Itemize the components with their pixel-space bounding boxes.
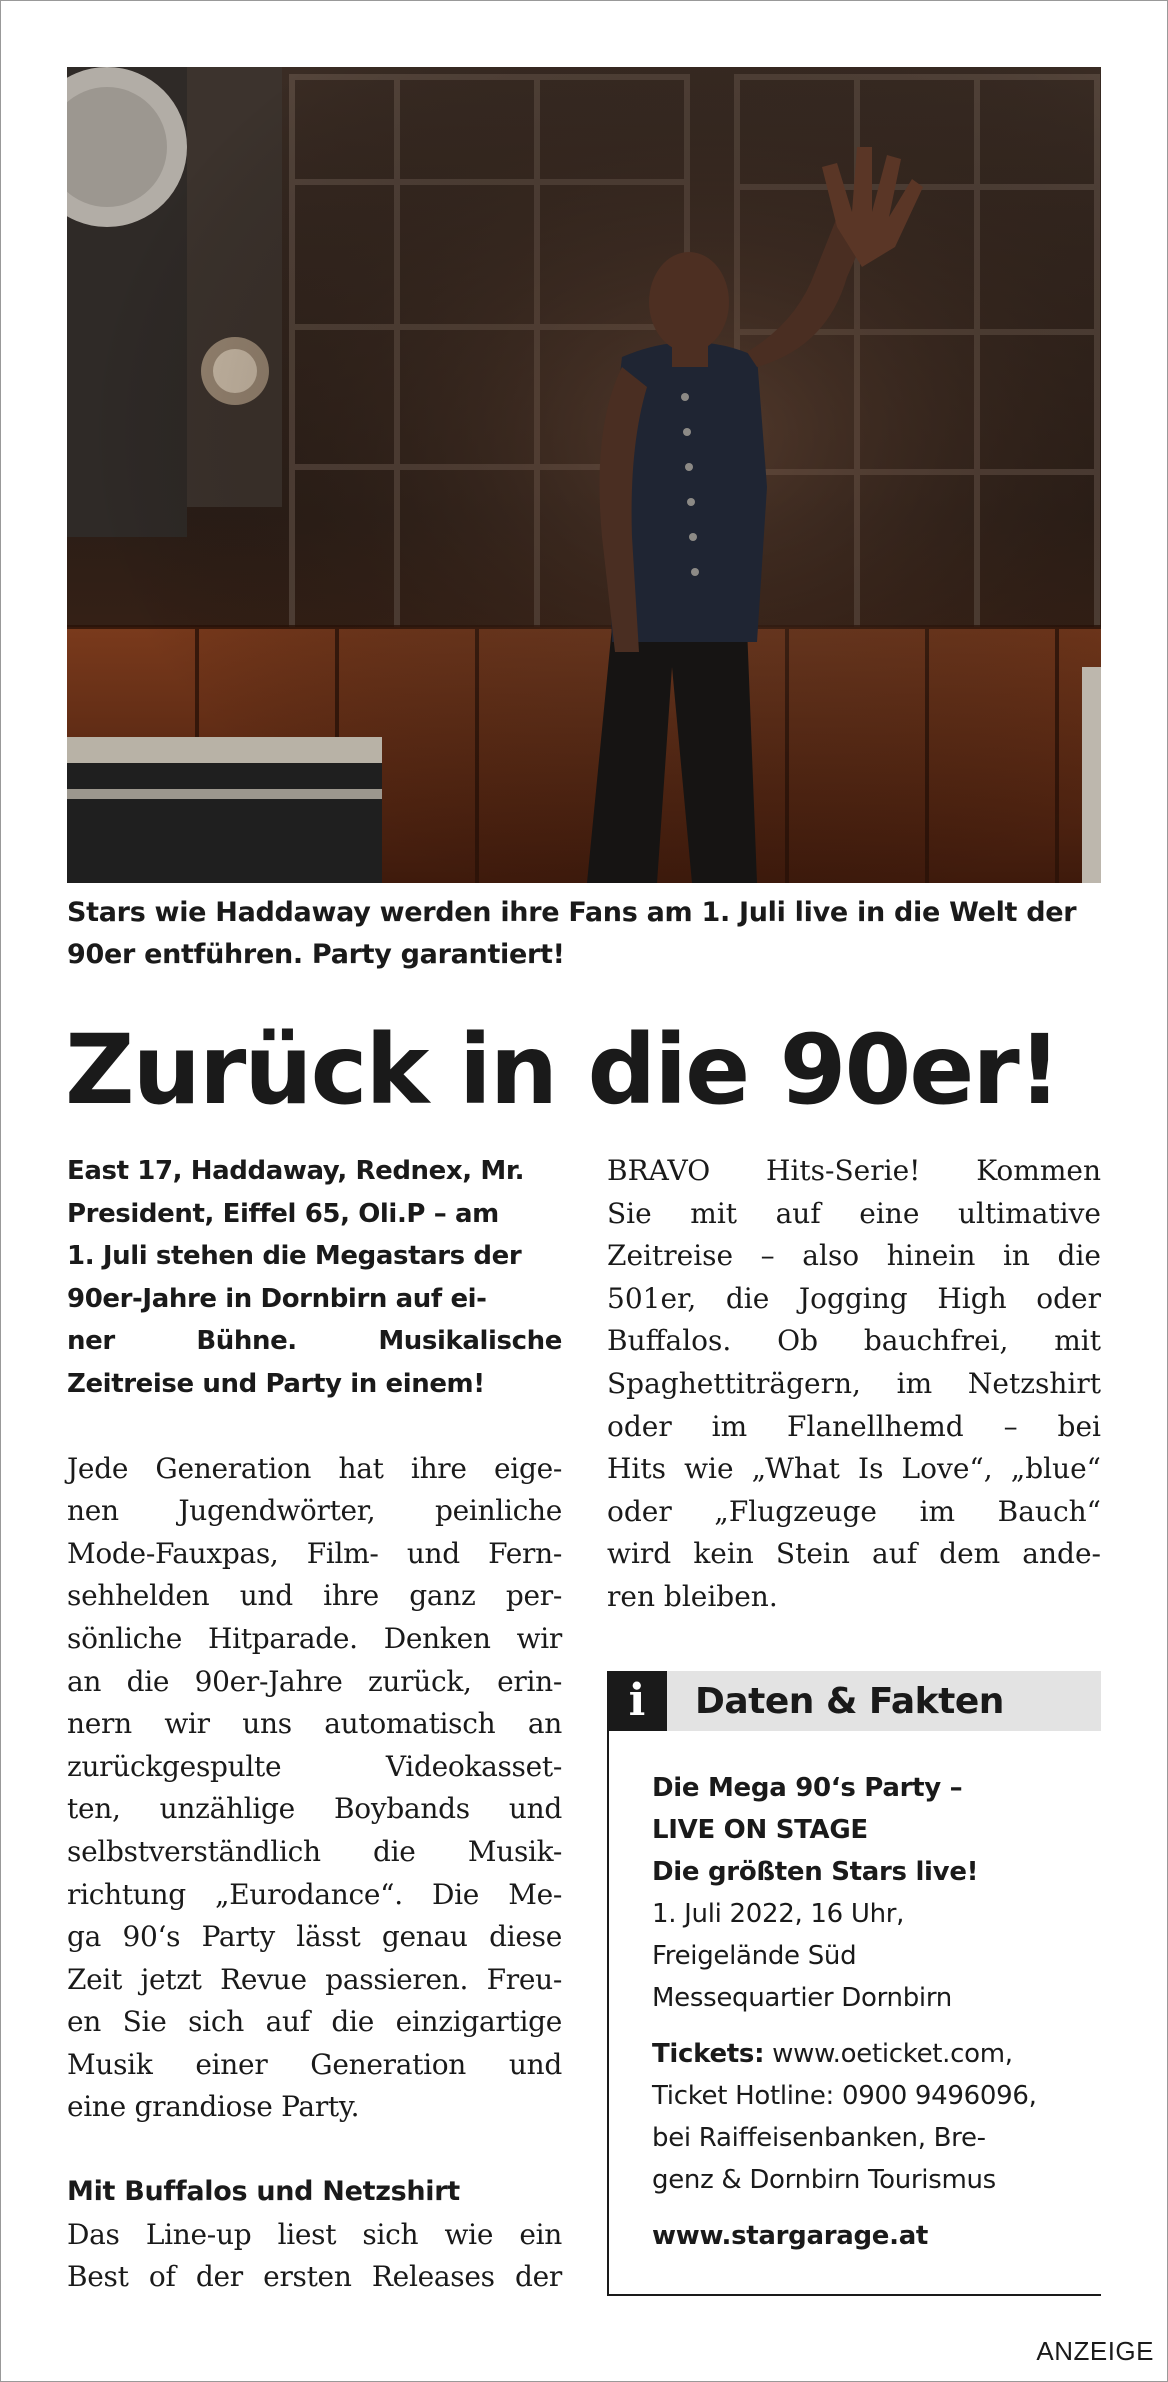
body-line: Jede Generation hat ihre eige-	[67, 1451, 562, 1485]
event-detail-line: Freigelände Süd	[652, 1941, 857, 1971]
body-line: Hits wie „What Is Love“, „blue“	[607, 1452, 1101, 1486]
tickets-url[interactable]: www.oeticket.com,	[764, 2039, 1013, 2069]
facts-header	[607, 1671, 1101, 1731]
lead-line: President, Eiffel 65, Oli.P – am	[67, 1198, 499, 1229]
body-line: selbstverständlich die Musik-	[67, 1834, 562, 1868]
body-line: wird kein Stein auf dem ande-	[607, 1537, 1101, 1571]
body-line: Mode-Fauxpas, Film- und Fern-	[67, 1536, 562, 1570]
facts-border	[607, 1731, 609, 2296]
body-line: Das Line-up liest sich wie ein	[67, 2217, 562, 2251]
body-line: ren bleiben.	[607, 1579, 778, 1613]
hero-photo	[67, 67, 1101, 883]
event-detail-line: Messequartier Dornbirn	[652, 1983, 952, 2013]
body-line: Zeit jetzt Revue passieren. Freu-	[67, 1962, 562, 1996]
tickets-label: Tickets:	[652, 2039, 765, 2069]
body-line: 501er, die Jogging High oder	[607, 1281, 1101, 1315]
subheading: Mit Buffalos und Netzshirt	[67, 2176, 460, 2208]
body-line: Spaghettiträgern, im Netzshirt	[607, 1366, 1101, 1400]
body-line: zurückgespulte Videokasset-	[67, 1749, 562, 1783]
event-name-line: Die größten Stars live!	[652, 1857, 979, 1887]
stage-photo-illustration	[67, 67, 1101, 883]
website-link[interactable]: www.stargarage.at	[652, 2221, 929, 2251]
body-line: nen Jugendwörter, peinliche	[67, 1494, 562, 1528]
photo-caption: Stars wie Haddaway werden ihre Fans am 1. Juli live in die Welt der 90er entführen. Party garantiert!	[67, 897, 1077, 970]
event-name-line: Die Mega 90‘s Party –	[652, 1773, 963, 1803]
body-paragraph-2	[67, 2214, 562, 2299]
facts-body	[652, 1767, 1092, 2257]
body-paragraph	[67, 1448, 562, 2130]
article-left-column	[67, 1150, 562, 2299]
lead-line: Zeitreise und Party in einem!	[67, 1368, 485, 1399]
ad-label: ANZEIGE	[1036, 2336, 1154, 2366]
event-name-line: LIVE ON STAGE	[652, 1815, 868, 1845]
body-line: sönliche Hitparade. Denken wir	[67, 1621, 562, 1655]
facts-border	[607, 2294, 1101, 2296]
facts-title: Daten & Fakten	[695, 1681, 1004, 1722]
body-line: ten, unzählige Boybands und	[67, 1792, 562, 1826]
facts-box	[607, 1671, 1101, 2296]
body-line: Zeitreise – also hinein in die	[607, 1239, 1101, 1273]
body-line: ga 90‘s Party lässt genau diese	[67, 1920, 562, 1954]
info-icon: i	[607, 1671, 667, 1731]
body-line: richtung „Eurodance“. Die Me-	[67, 1877, 562, 1911]
body-line: Best of der ersten Releases der	[67, 2260, 562, 2294]
article-right-column	[607, 1150, 1101, 1619]
headline: Zurück in die 90er!	[65, 1014, 1060, 1126]
lead-paragraph	[67, 1150, 562, 1406]
body-line: an die 90er-Jahre zurück, erin-	[67, 1664, 562, 1698]
body-line: oder „Flugzeuge im Bauch“	[607, 1494, 1101, 1528]
body-line: oder im Flanellhemd – bei	[607, 1409, 1101, 1443]
tickets-line	[652, 2033, 1092, 2075]
body-line: Musik einer Generation und	[67, 2047, 562, 2081]
tickets-line: genz & Dornbirn Tourismus	[652, 2165, 996, 2195]
body-line: sehhelden und ihre ganz per-	[67, 1579, 562, 1613]
body-line: Buffalos. Ob bauchfrei, mit	[607, 1324, 1101, 1358]
body-line: BRAVO Hits-Serie! Kommen	[607, 1154, 1101, 1187]
lead-line: 1. Juli stehen die Megastars der	[67, 1241, 522, 1272]
lead-line: ner Bühne. Musikalische	[67, 1326, 562, 1357]
lead-line: East 17, Haddaway, Rednex, Mr.	[67, 1156, 525, 1186]
lead-line: 90er-Jahre in Dornbirn auf ei-	[67, 1283, 487, 1314]
tickets-line: Ticket Hotline: 0900 9496096,	[652, 2081, 1037, 2111]
body-line: nern wir uns automatisch an	[67, 1707, 562, 1741]
body-line: eine grandiose Party.	[67, 2090, 360, 2124]
body-line: Sie mit auf eine ultimative	[607, 1196, 1101, 1230]
body-line: en Sie sich auf die einzigartige	[67, 2005, 562, 2039]
event-detail-line: 1. Juli 2022, 16 Uhr,	[652, 1899, 905, 1929]
tickets-line: bei Raiffeisenbanken, Bre-	[652, 2123, 986, 2153]
